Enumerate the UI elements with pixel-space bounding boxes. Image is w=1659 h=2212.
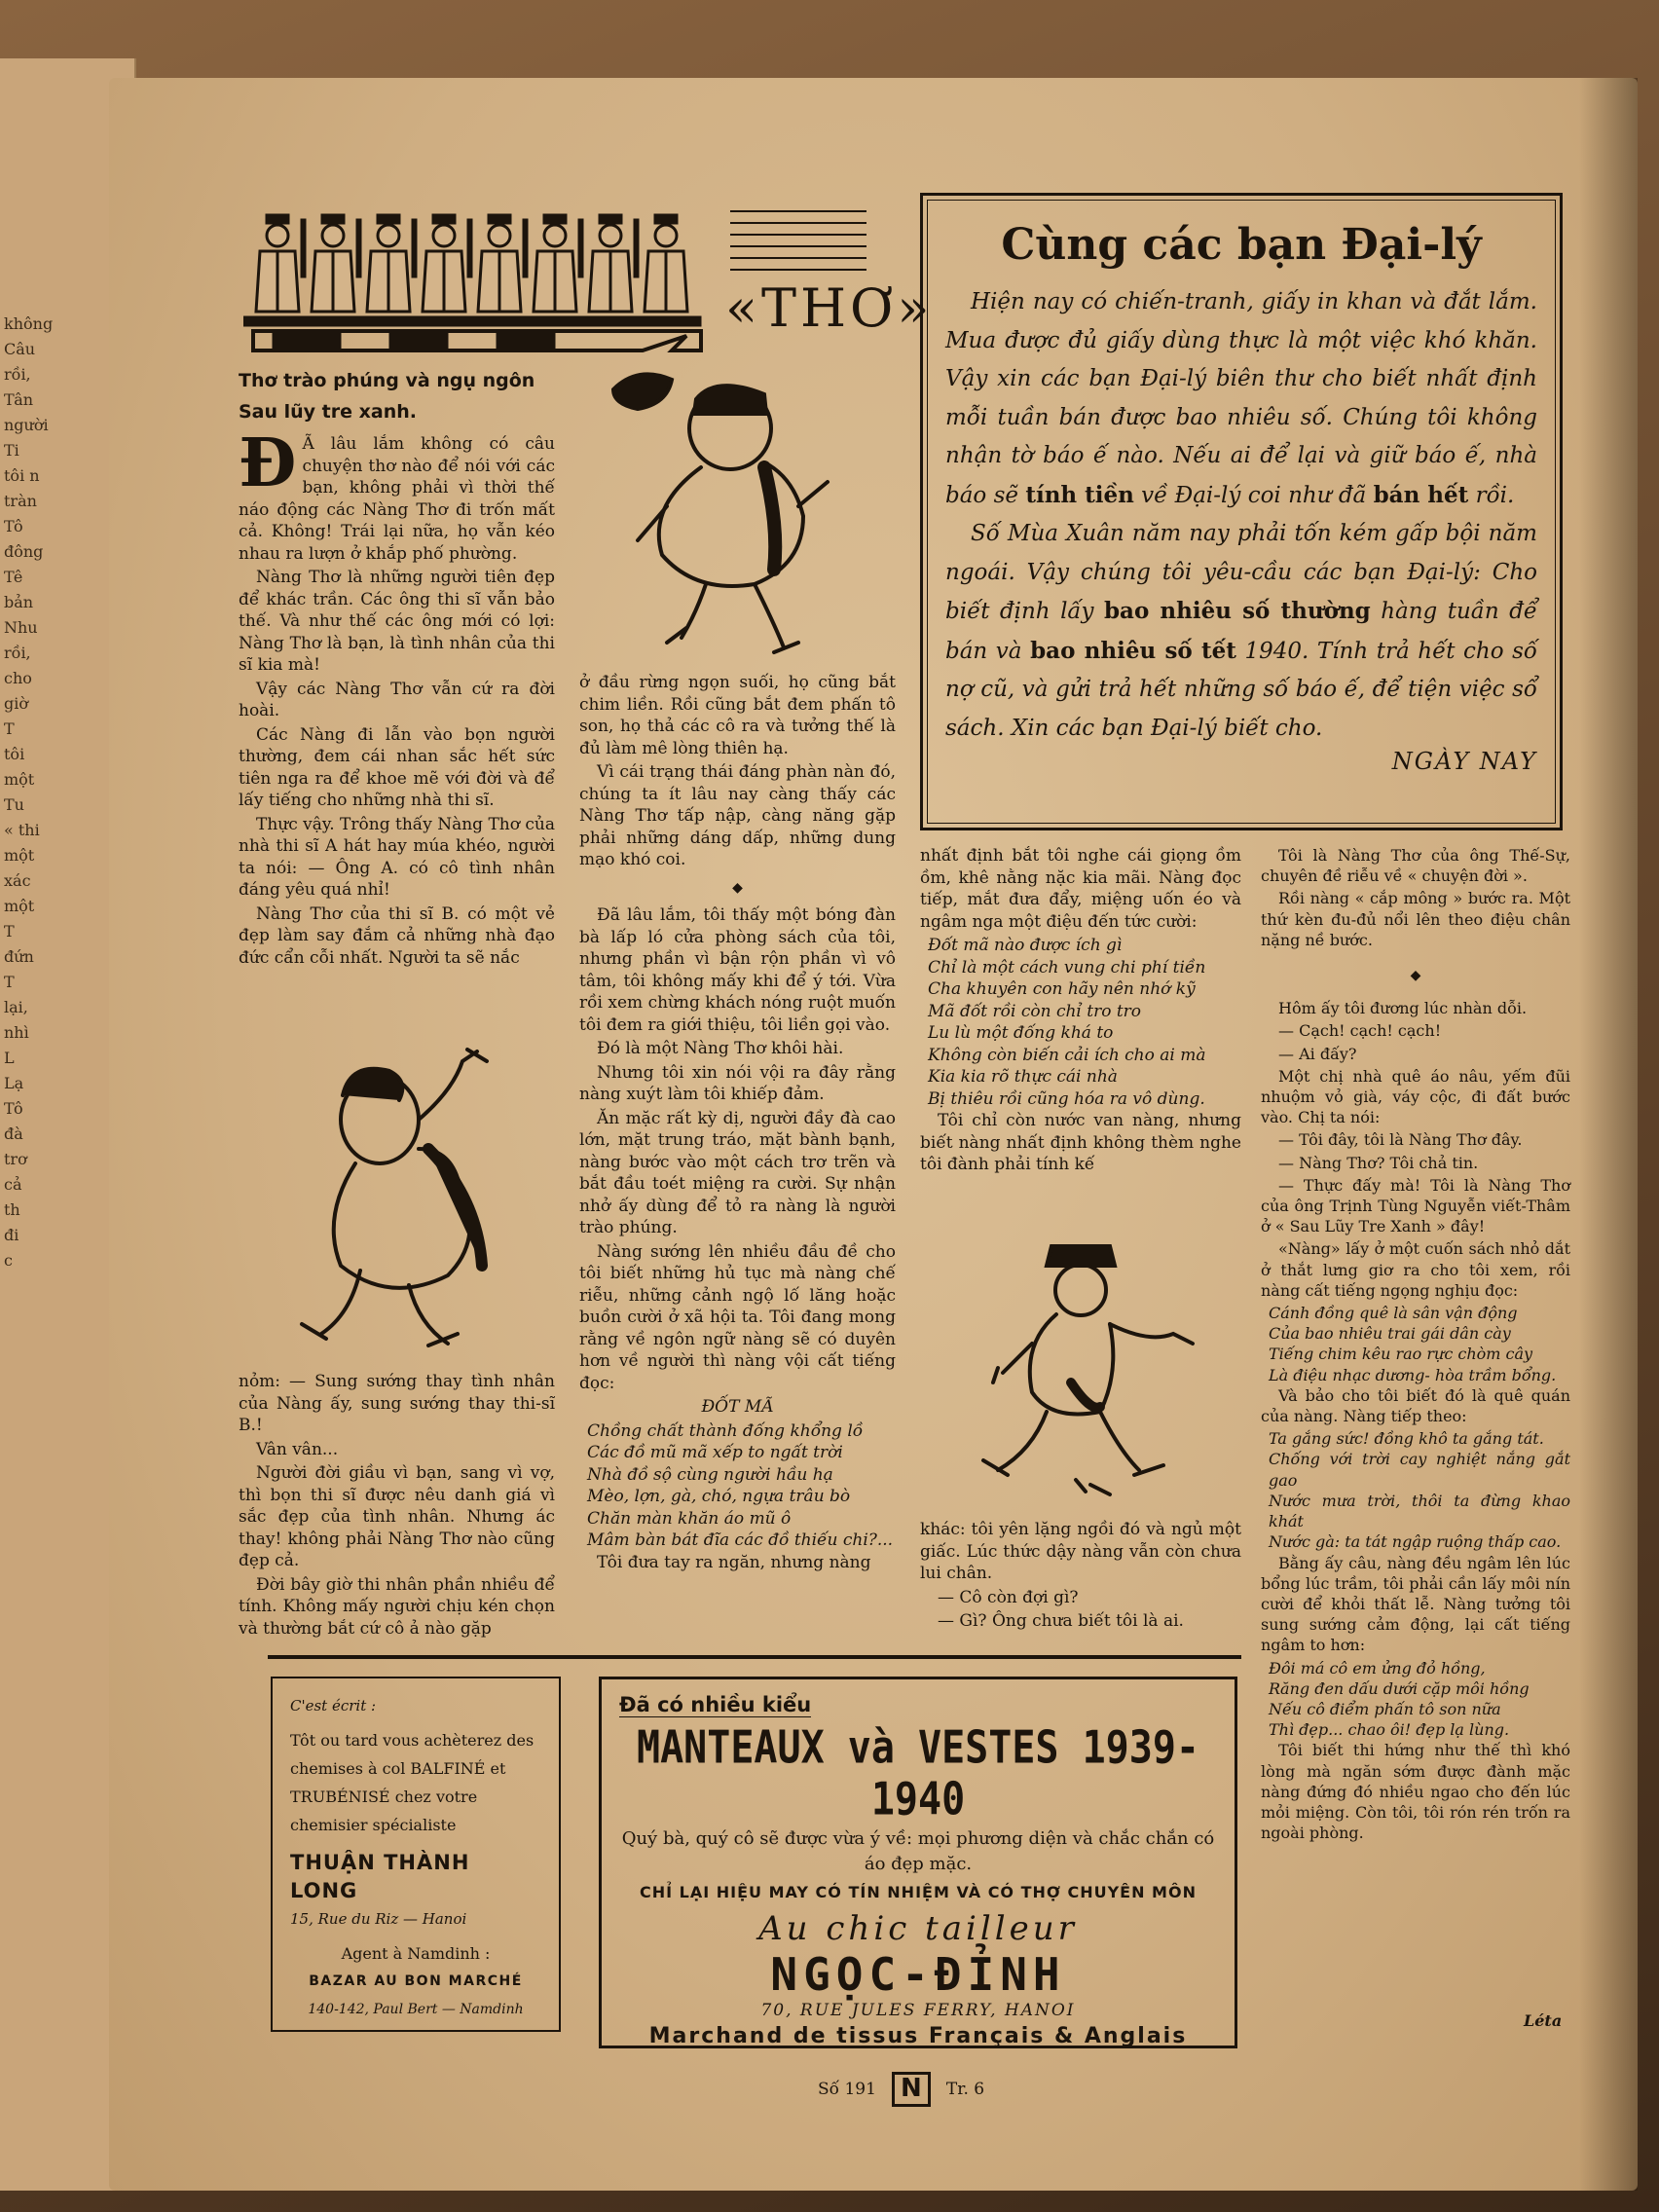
poem-line: Ta gắng sức! đồng khô ta gắng tát. (1269, 1429, 1544, 1449)
paragraph: Đời bây giờ thi nhân phần nhiều để tính. Không mấy người chịu kén chọn và thường bắt cứ cô ả nào gặp (239, 1574, 555, 1639)
poem-line: Thì đẹp... chao ôi! đẹp lạ lùng. (1269, 1720, 1510, 1740)
page-number: Tr. 6 (945, 2080, 985, 2099)
paragraph: nỏm: — Sung sướng thay tình nhân của Nàng ấy, sung sướng thay thi-sĩ B.! (239, 1372, 555, 1435)
paragraph: — Nàng Thơ? Tôi chả tin. (1278, 1153, 1479, 1172)
ad-tagline: CHỈ LẠI HIỆU MAY CÓ TÍN NHIỆM VÀ CÓ THỢ CHUYÊN MÔN (640, 1883, 1197, 1901)
paragraph: Rồi nàng « cắp mông » bước ra. Một thứ kèn đu-đủ nổi lên theo điệu chân nặng nề bước. (1261, 889, 1570, 949)
underlying-fragment: tôi (4, 745, 25, 763)
ad-agent-label: Agent à Namdinh : (341, 1944, 491, 1963)
drop-cap: Đ (239, 424, 297, 502)
ad-heading: C'est écrit : (290, 1697, 377, 1714)
paragraph: Tôi là Nàng Thơ của ông Thế-Sự, chuyên đề riễu về « chuyện đời ». (1261, 846, 1570, 886)
paragraph: Bằng ấy câu, nàng đều ngâm lên lúc bổng lúc trầm, tôi phải cần lấy môi nín cười để khỏi thất lễ. Nàng tưởng tôi sung sướng cảm động, lại cất tiếng ngâm to hơn: (1261, 1553, 1570, 1655)
underlying-fragment: lại, (4, 998, 28, 1016)
poem-line: Đôi má cô em ửng đỏ hồng, (1269, 1658, 1486, 1677)
paragraph: Tôi đưa tay ra ngăn, nhưng nàng (597, 1552, 871, 1572)
figure-silhouette (478, 214, 528, 312)
header-figures-illustration (243, 204, 711, 360)
poem (1261, 1428, 1570, 1552)
poem-line: Cha khuyên con hãy nên nhớ kỹ (928, 979, 1196, 999)
notice-box-inner (927, 200, 1556, 824)
page-folio (818, 2072, 984, 2107)
paragraph: khác: tôi yên lặng ngồi đó và ngủ một giấc. Lúc thức dậy nàng vẫn còn chưa lui chân. (920, 1520, 1241, 1583)
notice-title: Cùng các bạn Đại-lý (1001, 220, 1482, 270)
poem-line: Lu lù một đống khá to (928, 1023, 1114, 1043)
underlying-fragment: Nhu (4, 618, 38, 637)
ad-headline: MANTEAUX và VESTES 1939-1940 (637, 1722, 1199, 1825)
paragraph: — Gì? Ông chưa biết tôi là ai. (938, 1611, 1184, 1631)
poem-line: Các đồ mũ mã xếp to ngất trời (587, 1443, 843, 1462)
figure-silhouette (256, 214, 306, 312)
underlying-fragment: c (4, 1251, 13, 1270)
underlying-fragment: một (4, 846, 35, 865)
poem-line: Của bao nhiêu trai gái dân cày (1269, 1324, 1511, 1344)
poem-line: Chăn màn khăn áo mũ ô (587, 1508, 792, 1529)
horizontal-rule (268, 1655, 1241, 1659)
header-rule-lines (730, 206, 866, 275)
paragraph: «Nàng» lấy ở một cuốn sách nhỏ dắt ở thắt lưng giơ ra cho tôi xem, rồi nàng cất tiếng ngọng nghịu đọc: (1261, 1239, 1570, 1300)
article-column-3-bottom (920, 1519, 1241, 1645)
poem-line: Chống với trời cay nghiệt nắng gắt gao (1269, 1450, 1570, 1490)
poem-line: Nếu cô điểm phấn tô son nữa (1269, 1699, 1501, 1718)
section-divider: ◆ (1410, 968, 1421, 984)
underlying-fragment: cả (4, 1175, 22, 1194)
paragraph: Hôm ấy tôi đương lúc nhàn dỗi. (1278, 999, 1528, 1018)
underlying-fragment: Tô (4, 517, 23, 535)
poem-line: Đốt mã nào được ích gì (928, 936, 1123, 955)
poem (1261, 1303, 1570, 1385)
article-column-2 (579, 672, 896, 1645)
paragraph: — Cô còn đợi gì? (938, 1587, 1079, 1607)
ad-merchant: Marchand de tissus Français & Anglais (648, 2024, 1188, 2048)
poem-title: ĐỐT MÃ (701, 1397, 774, 1417)
caricature-illustration-woman (282, 1042, 545, 1353)
underlying-fragment: đà (4, 1124, 23, 1143)
figure-silhouette (645, 214, 687, 312)
article-column-3-top (920, 845, 1241, 1225)
underlying-fragment: đông (4, 542, 44, 561)
binding-shadow (1579, 78, 1638, 2191)
paragraph: Và bảo cho tôi biết đó là quê quán của nàng. Nàng tiếp theo: (1261, 1385, 1570, 1426)
issue-number: Số 191 (818, 2080, 876, 2099)
poem (579, 1420, 896, 1552)
notice-emphasis: bao nhiêu số thường (1103, 598, 1371, 624)
underlying-fragment: L (4, 1049, 15, 1067)
underlying-fragment: rồi, (4, 644, 31, 662)
article-column-1-top (239, 424, 555, 1027)
poem (1261, 1658, 1570, 1741)
underlying-fragment: tràn (4, 492, 37, 510)
paragraph: — Cạch! cạch! cạch! (1278, 1021, 1442, 1041)
underlying-fragment: không (4, 314, 54, 333)
ad-address: 15, Rue du Riz — Hanoi (290, 1910, 467, 1928)
article-subtitle-2: Sau lũy tre xanh. (239, 401, 417, 423)
advertisement-tailor (599, 1677, 1237, 2048)
paragraph: Vì cái trạng thái đáng phàn nàn đó, chúng ta ít lâu nay càng thấy các Nàng Thơ tấp nập, càng năng gặp phải những dáng dấp, những dung mạo khó coi. (579, 762, 896, 869)
paragraph: nhất định bắt tôi nghe cái giọng ồm ồm, khê nằng nặc kia mãi. Nàng đọc tiếp, mắt đưa đẩy, miệng uốn éo và ngâm nga một điệu đến tức cười: (920, 846, 1241, 932)
ad-brand: THUẬN THÀNH LONG (290, 1851, 470, 1902)
poem-line: Không còn biến cải ích cho ai mà (928, 1045, 1206, 1065)
poem-line: Là điệu nhạc dương- hòa trầm bổng. (1269, 1365, 1557, 1384)
figure-silhouette (589, 214, 639, 312)
ad-body: Tôt ou tard vous achèterez des chemises à col BALFINÉ et TRUBÉNISÉ chez votre chemisier spécialiste (290, 1731, 535, 1834)
poem-line: Tiếng chim kêu rao rực chòm cây (1269, 1345, 1533, 1364)
paragraph: Ã lâu lắm không có câu chuyện thơ nào để nói với các bạn, không phải vì thời thế náo động các Nàng Thơ đi trốn mất cả. Không! Trái lại nữa, họ vẫn kéo nhau ra lượn ở khắp phố phường. (239, 434, 555, 564)
paragraph: Nàng sướng lên nhiều đầu đề cho tôi biết những hủ tục mà nàng chế riễu, những cảnh ngộ lố lăng hoặc buồn cười ở xã hội ta. Tôi đang mong rằng về ngôn ngữ nàng sẽ có duyên hơn về người thì nàng vội cất tiếng đọc: (579, 1241, 896, 1393)
underlying-fragment: th (4, 1200, 20, 1219)
underlying-fragment: một (4, 770, 35, 789)
underlying-fragment: Tô (4, 1099, 23, 1118)
notice-text: rồi. (1475, 482, 1515, 508)
notice-box-agents (920, 193, 1563, 830)
notice-text: 1940. Tính trả hết cho số nợ cũ, và gửi trả hết những số báo ế, để tiện việc sổ sách. Xin các bạn Đại-lý biết cho. (945, 638, 1537, 741)
underlying-fragment: bản (4, 593, 34, 611)
notice-text: về Đại-lý coi như đã (1141, 482, 1367, 508)
paragraph: Tôi chỉ còn nước van nàng, nhưng biết nàng nhất định không thèm nghe tôi đành phải tính kế (920, 1111, 1241, 1174)
ad-description: Quý bà, quý cô sẽ được vừa ý về: mọi phương diện và chắc chắn có áo đẹp mặc. (621, 1828, 1215, 1874)
section-title-tho: «THƠ» (725, 277, 934, 339)
paragraph: — Thực đấy mà! Tôi là Nàng Thơ của ông Trịnh Tùng Nguyễn viết-Thâm ở « Sau Lũy Tre Xanh » đây! (1261, 1175, 1570, 1236)
poem-line: Nước gà: ta tát ngập ruộng thấp cao. (1269, 1532, 1562, 1552)
underlying-fragment: Ti (4, 441, 19, 460)
article-column-1-bottom (239, 1371, 555, 1648)
poem-line: Mèo, lợn, gà, chó, ngựa trâu bò (587, 1487, 851, 1506)
paragraph: Các Nàng đi lẫn vào bọn người thường, đem cái nhan sắc hết sức tiên nga ra để khoe mẽ với đời và để lấy tiếng cho những nhà thi sĩ. (239, 724, 555, 810)
notice-emphasis: bao nhiêu số tết (1030, 637, 1236, 664)
ad-shop-type: Au chic tailleur (758, 1909, 1078, 1948)
notice-text: hàng tuần để bán và (945, 599, 1538, 664)
figure-silhouette (423, 214, 472, 312)
paragraph: Nàng Thơ của thi sĩ B. có một vẻ đẹp làm say đắm cả những nhà đạo đức cẩn cỗi nhất. Người ta sẽ nắc (239, 903, 555, 968)
underlying-fragment: nhì (4, 1023, 29, 1042)
underlying-fragment: tôi n (4, 466, 40, 485)
poem-line: Cánh đồng quê là sân vận động (1269, 1304, 1518, 1323)
paragraph: ở đầu rừng ngọn suối, họ cũng bắt chim liền. Rồi cũng bắt đem phấn tô son, họ thả các cô ra và tưởng thế là đủ làm mê lòng thiên hạ. (579, 673, 896, 758)
poem-line: Bị thiêu rồi cũng hóa ra vô dùng. (928, 1088, 1205, 1109)
newspaper-logo: N (892, 2072, 931, 2107)
poem-line: Chỉ là một cách vung chi phí tiền (928, 957, 1206, 977)
ad-agent-address: 140-142, Paul Bert — Namdinh (308, 2002, 524, 2017)
paragraph: Tôi biết thi hứng như thế thì khó lòng mà ngăn sớm được đành mặc nàng đứng đó nhiều ngao cho đến lúc mỏi miệng. Còn tôi, tôi rón rén trốn ra ngoài phòng. (1261, 1741, 1570, 1843)
underlying-fragment: cho (4, 669, 32, 687)
notice-emphasis: bán hết (1373, 481, 1469, 508)
caricature-illustration-man (608, 360, 862, 662)
caricature-illustration-walking (964, 1236, 1207, 1499)
underlying-fragment: « thi (4, 821, 40, 839)
paragraph: Đó là một Nàng Thơ khôi hài. (597, 1039, 844, 1058)
figure-silhouette (534, 214, 583, 312)
poem-line: Chồng chất thành đống khổng lồ (587, 1420, 864, 1441)
ad-agent-name: BAZAR AU BON MARCHÉ (309, 1973, 523, 1989)
advertisement-chemises (271, 1677, 561, 2032)
paragraph: Đã lâu lắm, tôi thấy một bóng đàn bà lấp ló cửa phòng sách của tôi, nhưng phần vì bận rộn phần vì vô tâm, tôi không mấy khi để ý tới. Vừa rồi xem chừng khách nóng ruột muốn tôi đem ra giới thiệu, tôi liền gọi vào. (579, 905, 896, 1035)
notice-body (945, 283, 1537, 748)
notice-emphasis: tính tiền (1025, 481, 1134, 508)
paragraph: Vậy các Nàng Thơ vẫn cứ ra đời hoài. (239, 679, 555, 720)
ad-lead: Đã có nhiều kiểu (619, 1693, 812, 1716)
underlying-fragment: trơ (4, 1150, 27, 1168)
underlying-fragment: một (4, 897, 35, 915)
poem-line: Nước mưa trời, thôi ta đừng khao khát (1269, 1491, 1570, 1531)
author-signature: Léta (1524, 2011, 1563, 2030)
paragraph: Người đời giầu vì bạn, sang vì vợ, thì bọn thi sĩ được nêu danh giá vì sắc đẹp của tình nhân. Nhưng ác thay! không phải Nàng Thơ nào cũng đẹp cả. (239, 1463, 555, 1570)
notice-signature: NGÀY NAY (1391, 748, 1537, 775)
paragraph: Ăn mặc rất kỳ dị, người đầy đà cao lớn, mặt trung tráo, mặt bành bạnh, nàng bước vào một cách trơ trẽn và bắt đầu toét miệng ra cười. Sự nhận nhở ấy dùng để tỏ ra nàng là người trào phúng. (579, 1108, 896, 1237)
paragraph: Thực vậy. Trông thấy Nàng Thơ của nhà thi sĩ A hát hay múa khéo, người ta nói: — Ông A. có cô tình nhân đáng yêu quá nhỉ! (239, 814, 555, 900)
notice-text: Số Mùa Xuân năm nay phải tốn kém gấp bội năm ngoái. Vậy chúng tôi yêu-cầu các bạn Đại-lý: Cho biết định lấy (945, 521, 1537, 624)
poem-line: Mâm bàn bát đĩa các đồ thiếu chi?... (587, 1530, 894, 1550)
underlying-fragment: người (4, 416, 49, 434)
underlying-fragment: Tân (4, 390, 34, 409)
underlying-fragment: đi (4, 1226, 19, 1244)
paragraph: Nàng Thơ là những người tiên đẹp để khác trần. Các ông thi sĩ vẫn bảo thế. Và như thế các ông mới có lợi: Nàng Thơ là bạn, là tình nhân của thi sĩ kia mà! (239, 568, 555, 675)
figure-silhouette (367, 214, 417, 312)
underlying-fragment: T (4, 973, 15, 991)
ad-address: 70, RUE JULES FERRY, HANOI (760, 2001, 1076, 2020)
article-subtitle: Thơ trào phúng và ngụ ngôn (239, 370, 535, 391)
poem-line: Nhà đồ sộ cùng người hầu hạ (587, 1464, 833, 1485)
underlying-fragment: Tê (4, 568, 23, 586)
section-divider: ◆ (732, 879, 743, 896)
underlying-fragment: xác (4, 871, 31, 890)
underlying-fragment: đứn (4, 947, 34, 966)
paragraph: Nhưng tôi xin nói vội ra đây rằng nàng xuýt làm tôi khiếp đảm. (579, 1062, 896, 1104)
underlying-fragment: T (4, 922, 15, 940)
paragraph: Một chị nhà quê áo nâu, yếm đũi nhuộm vỏ già, váy cộc, đi đất bước vào. Chị ta nói: (1261, 1066, 1570, 1127)
underlying-fragment: giờ (4, 694, 28, 713)
paragraph: — Ai đấy? (1278, 1044, 1357, 1063)
poem-line: Kia kia rõ thực cái nhà (928, 1067, 1118, 1087)
paragraph: Vân vân... (256, 1439, 339, 1459)
figure-silhouette (312, 214, 361, 312)
underlying-page-text (4, 312, 111, 1772)
underlying-fragment: Lạ (4, 1074, 24, 1092)
underlying-fragment: T (4, 719, 15, 738)
underlying-fragment: Câu (4, 340, 36, 358)
poem-line: Mã đốt rồi còn chỉ tro tro (928, 1001, 1142, 1021)
underlying-fragment: rồi, (4, 365, 31, 384)
underlying-fragment: Tu (4, 795, 24, 814)
poem-line: Răng đen dấu dưới cặp môi hồng (1269, 1678, 1530, 1698)
poem (920, 935, 1241, 1110)
ad-shop-name: NGỌC-ĐỈNH (770, 1948, 1066, 2001)
article-column-4 (1261, 845, 1570, 2033)
notice-text: Hiện nay có chiến-tranh, giấy in khan và đắt lắm. Mua được đủ giấy dùng thực là một việc khó khăn. Vậy xin các bạn Đại-lý biên thư cho biết nhất định mỗi tuần bán được bao nhiêu số. Chúng tôi không nhận tờ báo ế nào. Nếu ai để lại và giữ báo ế, nhà báo sẽ (945, 289, 1537, 508)
paragraph: — Tôi đây, tôi là Nàng Thơ đây. (1278, 1130, 1523, 1150)
